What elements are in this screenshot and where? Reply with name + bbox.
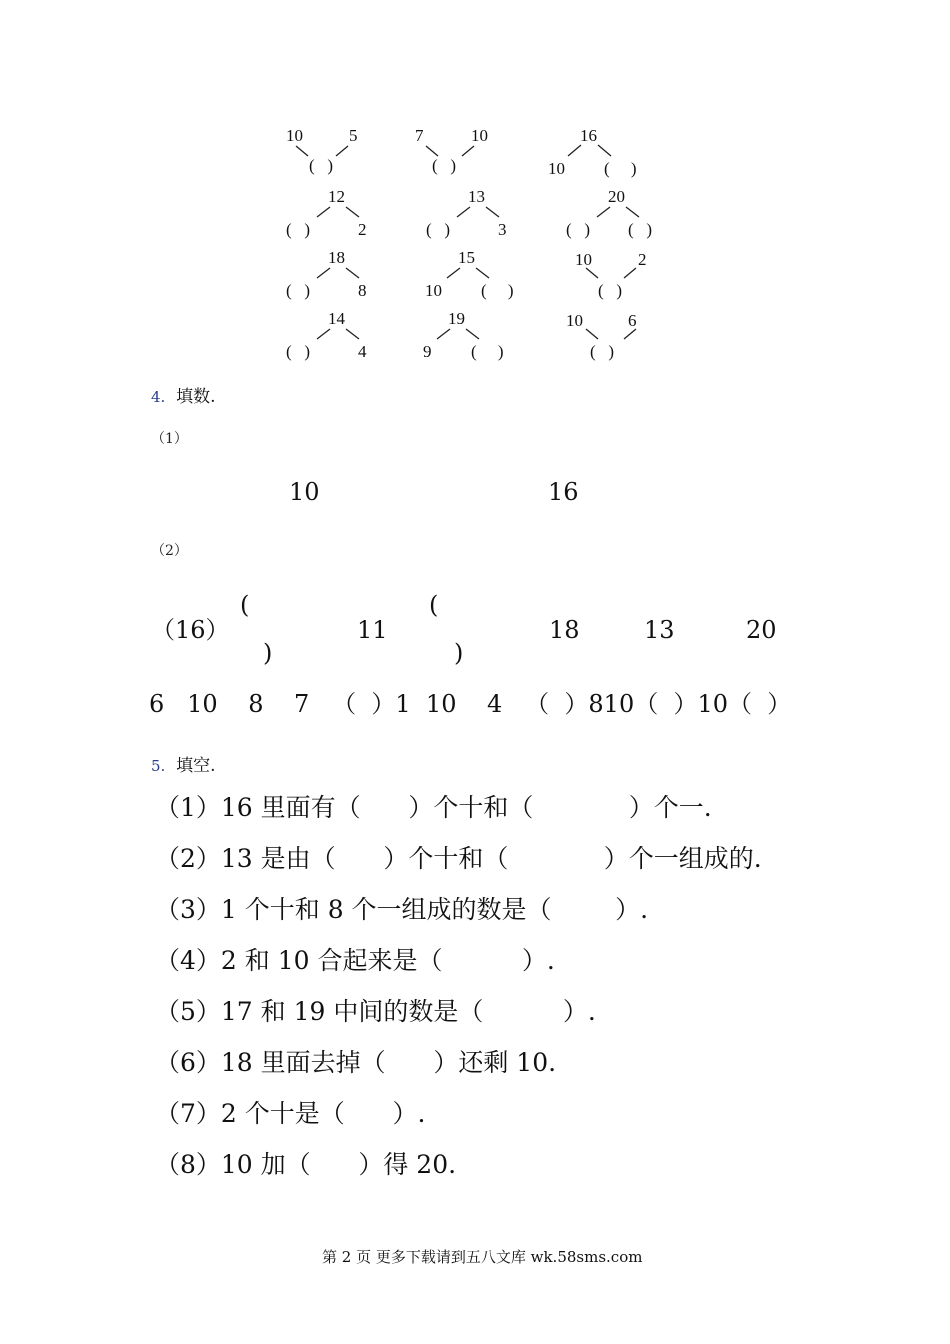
diagram-number: 8 bbox=[358, 281, 367, 300]
diagram-number: 5 bbox=[349, 126, 358, 145]
question-number: 4 bbox=[151, 388, 161, 406]
blank-open[interactable]: ( bbox=[429, 591, 439, 619]
sequence-value: 18 bbox=[549, 616, 580, 644]
part-label: （2） bbox=[151, 543, 188, 559]
fill-item[interactable]: （8）10 加（ ）得 20. bbox=[155, 1150, 457, 1179]
question-number: 5 bbox=[151, 757, 161, 775]
question-title: 填空. bbox=[176, 756, 216, 776]
diagram-number: 10 bbox=[548, 159, 565, 178]
page-footer: 第 2 页 更多下载请到五八文库 wk.58sms.com bbox=[322, 1248, 643, 1266]
diagram-blank[interactable]: ( ) bbox=[309, 156, 334, 175]
diagram-number: 10 bbox=[286, 126, 303, 145]
sequence-value: 13 bbox=[644, 616, 675, 644]
diagram-number: 9 bbox=[423, 342, 432, 361]
fill-number: 10 bbox=[289, 478, 320, 506]
blank-close[interactable]: ) bbox=[454, 639, 464, 667]
blank-close[interactable]: ) bbox=[263, 639, 273, 667]
diagram-blank[interactable]: ( ) bbox=[628, 220, 653, 239]
diagram-number: 19 bbox=[448, 309, 465, 328]
diagram-number: 10 bbox=[566, 311, 583, 330]
diagram-blank[interactable]: ( ) bbox=[590, 342, 615, 361]
question-dot: . bbox=[160, 388, 166, 406]
diagram-number: 10 bbox=[575, 250, 592, 269]
diagram-number: 12 bbox=[328, 187, 345, 206]
sequence-value: （16） bbox=[151, 616, 230, 644]
sequence-value: 11 bbox=[357, 616, 388, 644]
diagram-number: 6 bbox=[628, 311, 637, 330]
sequence-row: 6 10 8 7 （ ）1 10 4 （ ）810（ ）10（ ） bbox=[149, 690, 792, 718]
fill-item[interactable]: （3）1 个十和 8 个一组成的数是（ ）. bbox=[155, 895, 649, 924]
diagram-blank[interactable]: ( ) bbox=[481, 281, 514, 300]
diagram-number: 15 bbox=[458, 248, 475, 267]
fill-item[interactable]: （6）18 里面去掉（ ）还剩 10. bbox=[155, 1048, 557, 1077]
sequence-value: 20 bbox=[746, 616, 777, 644]
diagram-number: 10 bbox=[425, 281, 442, 300]
diagram-blank[interactable]: ( ) bbox=[286, 281, 311, 300]
fill-item[interactable]: （2）13 是由（ ）个十和（ ）个一组成的. bbox=[155, 844, 762, 873]
question-4-heading bbox=[151, 382, 216, 407]
fill-item[interactable]: （5）17 和 19 中间的数是（ ）. bbox=[155, 997, 596, 1026]
diagram-blank[interactable]: ( ) bbox=[566, 220, 591, 239]
diagram-blank[interactable]: ( ) bbox=[426, 220, 451, 239]
diagram-number: 18 bbox=[328, 248, 345, 267]
diagram-number: 20 bbox=[608, 187, 625, 206]
blank-open[interactable]: ( bbox=[240, 591, 250, 619]
diagram-blank[interactable]: ( ) bbox=[471, 342, 504, 361]
diagram-blank[interactable]: ( ) bbox=[286, 342, 311, 361]
diagram-blank[interactable]: ( ) bbox=[432, 156, 457, 175]
diagram-number: 10 bbox=[471, 126, 488, 145]
diagram-number: 2 bbox=[638, 250, 647, 269]
diagram-blank[interactable]: ( ) bbox=[286, 220, 311, 239]
diagram-number: 2 bbox=[358, 220, 367, 239]
question-5-heading bbox=[151, 751, 216, 776]
diagram-number: 4 bbox=[358, 342, 367, 361]
fill-number: 16 bbox=[548, 478, 579, 506]
diagram-blank[interactable]: ( ) bbox=[604, 159, 637, 178]
diagram-number: 16 bbox=[580, 126, 597, 145]
question-title: 填数. bbox=[176, 387, 216, 407]
fill-item[interactable]: （1）16 里面有（ ）个十和（ ）个一. bbox=[155, 793, 712, 822]
question-dot: . bbox=[160, 757, 166, 775]
diagram-number: 14 bbox=[328, 309, 345, 328]
diagram-number: 3 bbox=[498, 220, 507, 239]
fill-item[interactable]: （4）2 和 10 合起来是（ ）. bbox=[155, 946, 555, 975]
diagram-blank[interactable]: ( ) bbox=[598, 281, 623, 300]
fill-item[interactable]: （7）2 个十是（ ）. bbox=[155, 1099, 426, 1128]
diagram-number: 7 bbox=[415, 126, 424, 145]
part-label: （1） bbox=[151, 431, 188, 447]
diagram-number: 13 bbox=[468, 187, 485, 206]
